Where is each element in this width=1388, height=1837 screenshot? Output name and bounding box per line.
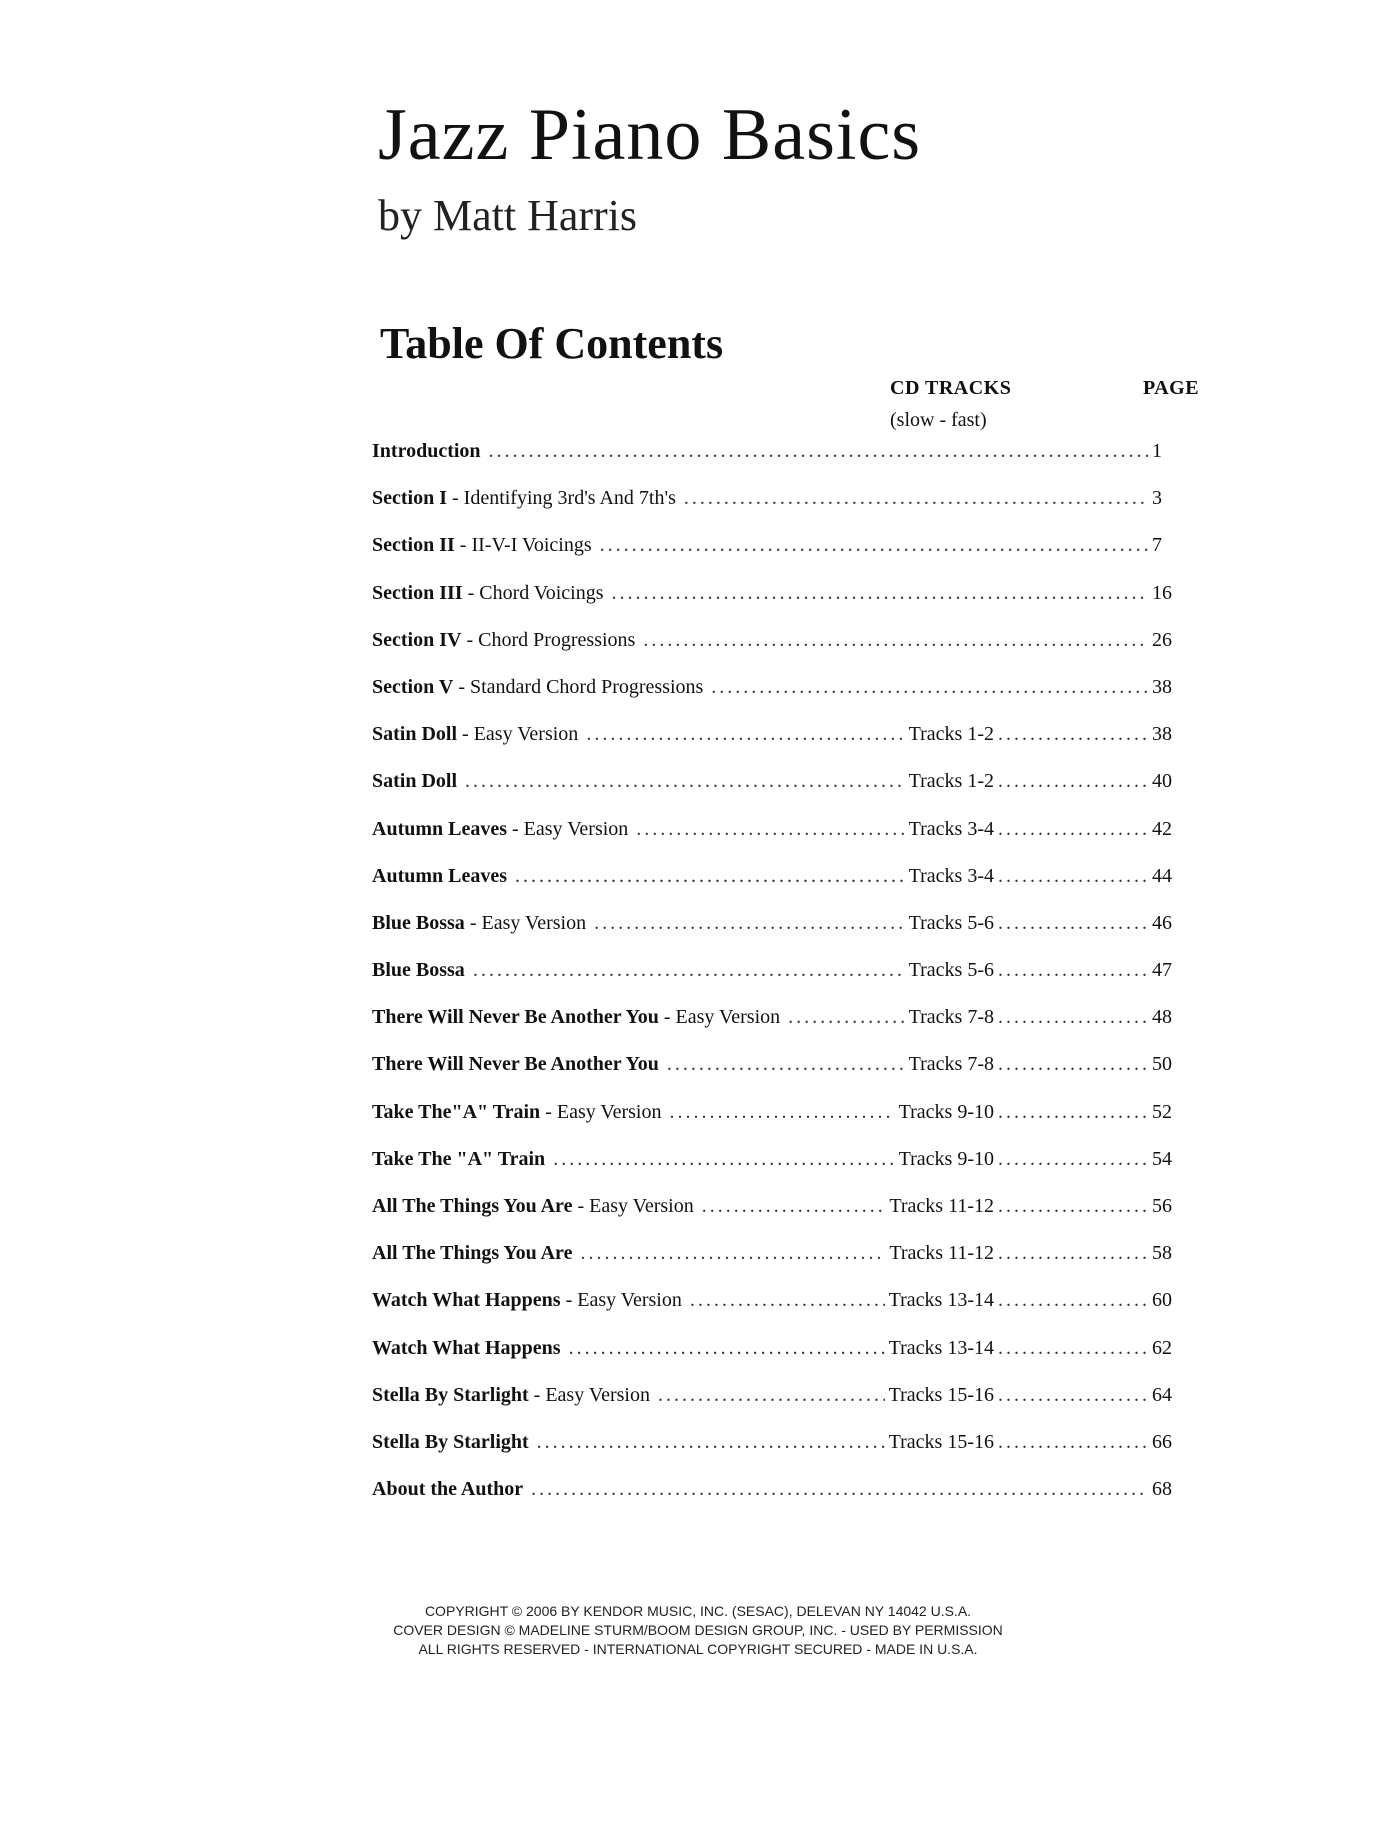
toc-entry xyxy=(372,428,1172,475)
toc-entry-title xyxy=(372,617,643,664)
toc-entry-title-rest: - Chord Progressions xyxy=(461,628,636,651)
copyright-line: COPYRIGHT © 2006 BY KENDOR MUSIC, INC. (SESAC), DELEVAN NY 14042 U.S.A. xyxy=(424,1603,972,1619)
toc-list xyxy=(372,428,1172,1513)
toc-entry-title xyxy=(372,1325,569,1372)
cover-design-line: COVER DESIGN © MADELINE STURM/BOOM DESIGN GROUP, INC. - USED BY PERMISSION xyxy=(393,1622,1003,1638)
dot-leader xyxy=(998,711,1148,758)
toc-entry-tracks: Tracks 13-14 xyxy=(888,1289,994,1312)
toc-entry-title-bold: Watch What Happens xyxy=(372,1289,561,1312)
toc-entry-title-bold: Stella By Starlight xyxy=(372,1383,529,1406)
toc-entry xyxy=(372,1372,1172,1419)
toc-entry xyxy=(372,570,1172,617)
toc-entry-page: 50 xyxy=(1152,1053,1172,1076)
dot-leader xyxy=(998,1277,1148,1324)
toc-entry xyxy=(372,994,1172,1041)
toc-entry-title-bold: Section IV xyxy=(372,628,462,651)
toc-entry-page: 62 xyxy=(1152,1336,1172,1359)
toc-entry-tracks: Tracks 7-8 xyxy=(908,1053,994,1076)
dot-leader xyxy=(998,1325,1148,1372)
toc-entry xyxy=(372,1089,1172,1136)
copyright-block xyxy=(378,1602,1018,1659)
toc-entry-title-rest: - Standard Chord Progressions xyxy=(453,675,704,698)
toc-entry xyxy=(372,711,1172,758)
toc-entry-title xyxy=(372,947,473,994)
dot-leader xyxy=(690,1277,885,1324)
toc-entry-title xyxy=(372,900,594,947)
rights-line: ALL RIGHTS RESERVED - INTERNATIONAL COPYRIGHT SECURED - MADE IN U.S.A. xyxy=(418,1641,978,1657)
toc-entry-title-bold: Introduction xyxy=(372,440,481,462)
toc-entry-page: 52 xyxy=(1152,1100,1172,1123)
dot-leader xyxy=(998,806,1148,853)
toc-entry-title-bold: About the Author xyxy=(372,1478,524,1501)
toc-entry-title xyxy=(372,1183,702,1230)
toc-entry-title-rest: - Identifying 3rd's And 7th's xyxy=(447,487,676,510)
toc-entry-title xyxy=(372,1466,531,1513)
toc-entry-title-bold: Autumn Leaves xyxy=(372,817,508,840)
toc-entry-title-rest: - Easy Version xyxy=(560,1289,682,1312)
toc-entry-tracks: Tracks 11-12 xyxy=(889,1195,994,1217)
dot-leader xyxy=(702,1183,886,1230)
toc-entry-page: 47 xyxy=(1152,959,1172,982)
toc-entry-title-bold: Section I xyxy=(372,487,447,510)
toc-entry-page: 60 xyxy=(1152,1289,1172,1312)
toc-entry-page: 1 xyxy=(1152,440,1162,462)
toc-entry-tracks: Tracks 15-16 xyxy=(888,1383,994,1406)
toc-entry-title-bold: Section V xyxy=(372,675,454,698)
toc-entry-tracks: Tracks 15-16 xyxy=(888,1430,994,1453)
toc-entry-page: 68 xyxy=(1152,1478,1172,1501)
dot-leader xyxy=(594,900,905,947)
toc-entry xyxy=(372,1183,1172,1230)
dot-leader xyxy=(600,522,1148,569)
dot-leader xyxy=(569,1325,885,1372)
toc-entry-title xyxy=(372,1136,553,1183)
dot-leader xyxy=(788,994,904,1041)
toc-entry-page: 64 xyxy=(1152,1383,1172,1406)
toc-entry-title-bold: Watch What Happens xyxy=(372,1336,561,1359)
toc-entry xyxy=(372,617,1172,664)
toc-entry xyxy=(372,900,1172,947)
toc-entry-tracks: Tracks 5-6 xyxy=(908,911,994,934)
toc-entry-title-bold: Stella By Starlight xyxy=(372,1430,529,1453)
toc-entry-title xyxy=(372,664,711,711)
toc-entry-title-rest: - Chord Voicings xyxy=(462,581,604,604)
toc-entry-title-bold: There Will Never Be Another You xyxy=(372,1053,659,1076)
toc-entry xyxy=(372,1325,1172,1372)
toc-entry xyxy=(372,1277,1172,1324)
toc-entry xyxy=(372,1041,1172,1088)
toc-entry-tracks: Tracks 9-10 xyxy=(898,1147,994,1170)
toc-entry-page: 54 xyxy=(1152,1147,1172,1170)
toc-entry-title xyxy=(372,1041,667,1088)
toc-entry-tracks: Tracks 1-2 xyxy=(908,723,994,746)
toc-entry-title-bold: Satin Doll xyxy=(372,723,458,746)
dot-leader xyxy=(669,1089,894,1136)
dot-leader xyxy=(684,475,1148,522)
dot-leader xyxy=(531,1466,1148,1513)
toc-entry xyxy=(372,475,1172,522)
dot-leader xyxy=(711,664,1148,711)
toc-entry-page: 40 xyxy=(1152,770,1172,793)
toc-entry-tracks: Tracks 1-2 xyxy=(908,770,994,793)
toc-entry-title xyxy=(372,475,684,522)
toc-entry-title xyxy=(372,758,465,805)
toc-entry-title-bold: There Will Never Be Another You xyxy=(372,1006,659,1029)
toc-entry xyxy=(372,1466,1172,1513)
toc-entry-title xyxy=(372,1372,658,1419)
toc-entry-title-rest: - Easy Version xyxy=(507,817,629,840)
dot-leader xyxy=(515,853,905,900)
dot-leader xyxy=(998,1419,1148,1466)
toc-entry-title-bold: Satin Doll xyxy=(372,770,458,793)
dot-leader xyxy=(553,1136,894,1183)
dot-leader xyxy=(998,1089,1148,1136)
dot-leader xyxy=(580,1230,885,1277)
dot-leader xyxy=(643,617,1148,664)
toc-entry-title xyxy=(372,853,515,900)
toc-entry-page: 38 xyxy=(1152,675,1172,698)
toc-entry-title-rest: - Easy Version xyxy=(540,1100,662,1123)
toc-entry-page: 16 xyxy=(1152,581,1172,604)
toc-entry-title xyxy=(372,1089,669,1136)
toc-entry xyxy=(372,1136,1172,1183)
toc-entry-title xyxy=(372,522,600,569)
toc-entry-title-bold: Section II xyxy=(372,534,455,557)
toc-entry xyxy=(372,1419,1172,1466)
dot-leader xyxy=(998,1372,1148,1419)
dot-leader xyxy=(998,1041,1148,1088)
toc-entry-tracks: Tracks 13-14 xyxy=(888,1336,994,1359)
toc-entry-title-rest: - Easy Version xyxy=(658,1006,781,1029)
toc-entry-page: 46 xyxy=(1152,911,1172,934)
toc-entry-page: 44 xyxy=(1152,864,1172,887)
toc-entry-title xyxy=(372,1419,537,1466)
toc-entry-title-bold: All The Things You Are xyxy=(372,1242,573,1265)
toc-entry xyxy=(372,853,1172,900)
dot-leader xyxy=(998,900,1148,947)
dot-leader xyxy=(667,1041,905,1088)
dot-leader xyxy=(473,947,905,994)
page-header: PAGE xyxy=(1143,377,1200,399)
dot-leader xyxy=(489,428,1148,475)
toc-entry-title-rest: - Easy Version xyxy=(572,1195,694,1217)
toc-entry-tracks: Tracks 9-10 xyxy=(898,1100,994,1123)
toc-entry-title-bold: Section III xyxy=(372,581,463,604)
dot-leader xyxy=(636,806,904,853)
toc-entry-page: 58 xyxy=(1152,1242,1172,1265)
toc-entry-page: 3 xyxy=(1152,487,1162,510)
cd-tracks-header: CD TRACKS xyxy=(890,377,1012,399)
toc-entry-title xyxy=(372,711,586,758)
toc-entry-page: 56 xyxy=(1152,1195,1172,1217)
toc-entry xyxy=(372,758,1172,805)
toc-entry-tracks: Tracks 5-6 xyxy=(908,959,994,982)
dot-leader xyxy=(998,758,1148,805)
dot-leader xyxy=(998,1183,1148,1230)
toc-entry-page: 66 xyxy=(1152,1430,1172,1453)
dot-leader xyxy=(586,711,904,758)
toc-entry-title-rest: - Easy Version xyxy=(464,911,587,934)
toc-entry-title xyxy=(372,1230,580,1277)
dot-leader xyxy=(998,994,1148,1041)
book-title: Jazz Piano Basics xyxy=(378,94,922,176)
toc-entry-title xyxy=(372,570,612,617)
dot-leader xyxy=(658,1372,885,1419)
dot-leader xyxy=(465,758,905,805)
toc-entry-title-bold: All The Things You Are xyxy=(372,1195,573,1217)
toc-entry-page: 42 xyxy=(1152,817,1172,840)
dot-leader xyxy=(612,570,1148,617)
toc-entry-title xyxy=(372,806,636,853)
toc-entry xyxy=(372,522,1172,569)
dot-leader xyxy=(998,947,1148,994)
dot-leader xyxy=(998,853,1148,900)
toc-heading: Table Of Contents xyxy=(380,319,724,368)
toc-entry-title-bold: Blue Bossa xyxy=(372,911,465,934)
toc-entry xyxy=(372,806,1172,853)
toc-entry-tracks: Tracks 3-4 xyxy=(908,817,994,840)
toc-entry-title-bold: Autumn Leaves xyxy=(372,864,508,887)
toc-entry-title-bold: Blue Bossa xyxy=(372,959,465,982)
toc-entry-page: 48 xyxy=(1152,1006,1172,1029)
dot-leader xyxy=(998,1230,1148,1277)
toc-entry xyxy=(372,664,1172,711)
toc-entry-title-bold: Take The"A" Train xyxy=(372,1100,541,1123)
toc-entry-title xyxy=(372,994,788,1041)
book-author: by Matt Harris xyxy=(378,191,638,240)
cd-tracks-subheader: (slow - fast) xyxy=(890,409,987,431)
toc-entry-title xyxy=(372,1277,690,1324)
toc-entry-page: 38 xyxy=(1152,723,1172,746)
toc-entry-title xyxy=(372,428,489,475)
toc-entry-tracks: Tracks 7-8 xyxy=(908,1006,994,1029)
toc-entry-title-rest: - II-V-I Voicings xyxy=(454,534,592,557)
toc-entry-tracks: Tracks 3-4 xyxy=(908,864,994,887)
toc-entry-title-rest: - Easy Version xyxy=(528,1383,650,1406)
toc-entry xyxy=(372,1230,1172,1277)
toc-entry xyxy=(372,947,1172,994)
toc-entry-title-bold: Take The "A" Train xyxy=(372,1147,546,1170)
dot-leader xyxy=(998,1136,1148,1183)
toc-entry-page: 26 xyxy=(1152,628,1172,651)
toc-entry-page: 7 xyxy=(1152,534,1162,557)
dot-leader xyxy=(537,1419,885,1466)
toc-entry-title-rest: - Easy Version xyxy=(457,723,579,746)
toc-entry-tracks: Tracks 11-12 xyxy=(889,1242,994,1265)
